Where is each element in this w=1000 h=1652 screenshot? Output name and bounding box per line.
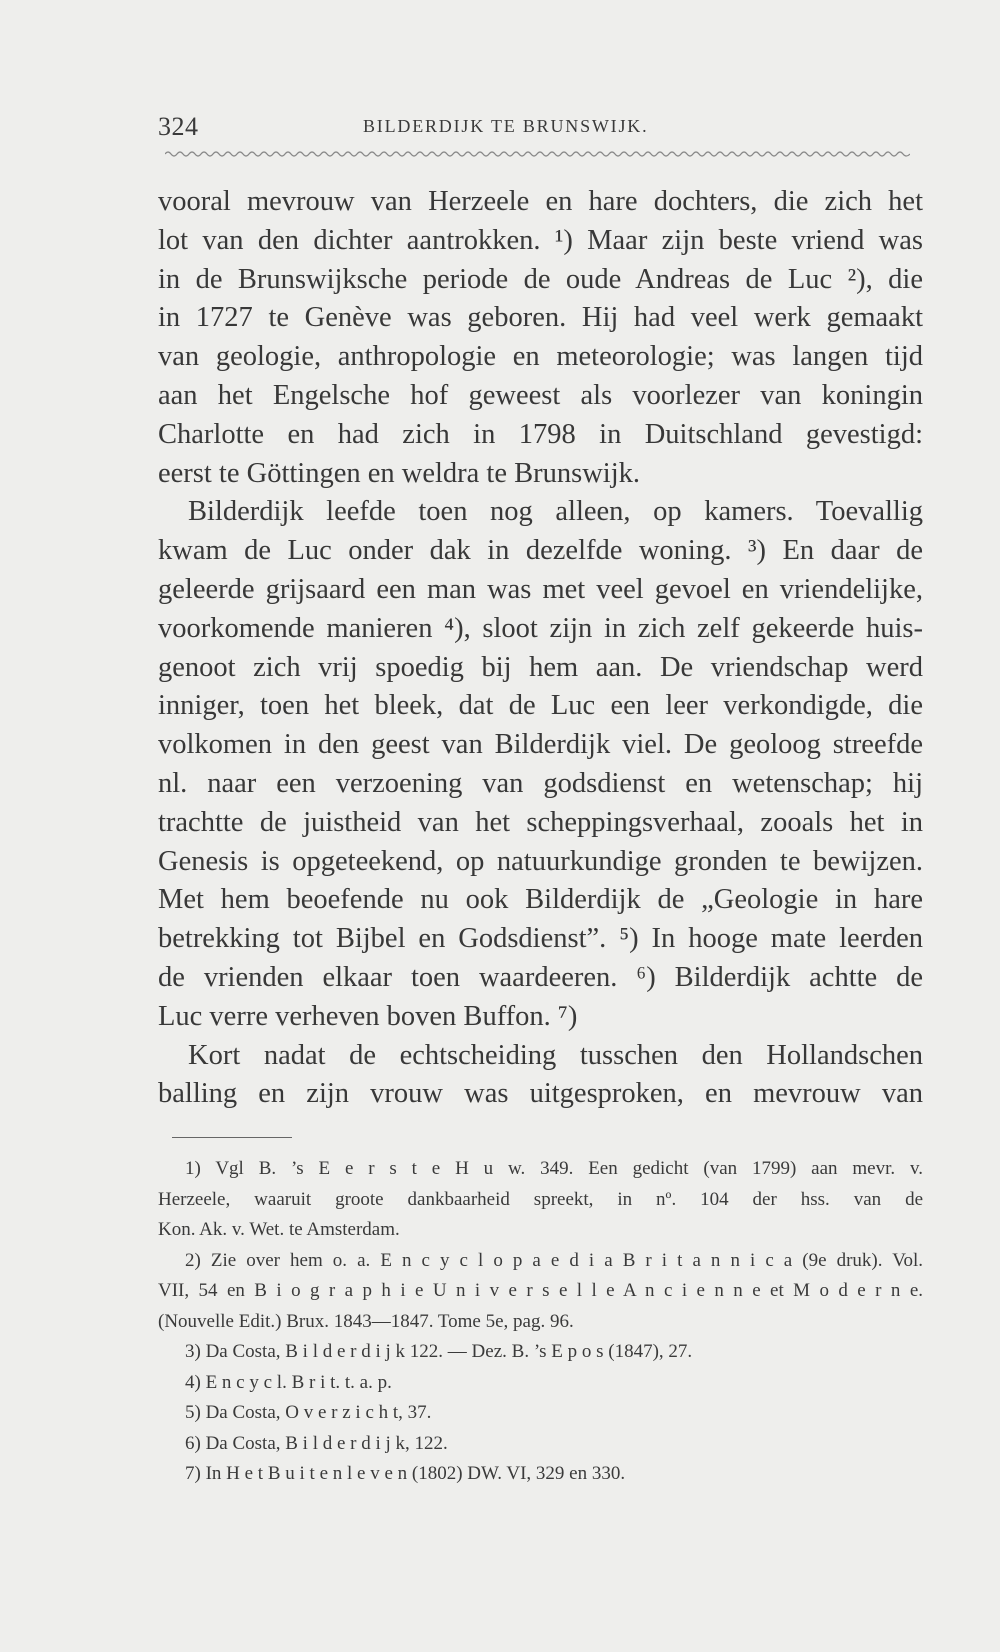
- body-line: van geologie, anthropologie en meteorologie; was langen tijd: [158, 341, 923, 373]
- body-line: Kort nadat de echtscheiding tusschen den Hollandschen: [188, 1039, 923, 1071]
- body-line: inniger, toen het bleek, dat de Luc een leer verkondigde, die: [158, 690, 923, 722]
- footnote-line: 5) Da Costa, O v e r z i c h t, 37.: [185, 1402, 432, 1423]
- body-line: Bilderdijk leefde toen nog alleen, op kamers. Toevallig: [188, 496, 923, 528]
- body-line: Met hem beoefende nu ook Bilderdijk de „Geologie in hare: [158, 884, 923, 916]
- body-line: lot van den dichter aantrokken. ¹) Maar zijn beste vriend was: [158, 224, 923, 256]
- footnotes: [158, 1154, 923, 1490]
- footnote-line: 6) Da Costa, B i l d e r d i j k, 122.: [185, 1432, 448, 1454]
- body-line: in 1727 te Genève was geboren. Hij had veel werk gemaakt: [158, 302, 923, 334]
- page-header: [158, 106, 910, 146]
- body-line: volkomen in den geest van Bilderdijk viel. De geoloog streefde: [158, 729, 923, 761]
- body-line: eerst te Göttingen en weldra te Brunswijk.: [158, 457, 640, 489]
- footnote-line: 4) E n c y c l. B r i t. t. a. p.: [185, 1371, 392, 1393]
- page-number: 324: [158, 112, 199, 141]
- body-line: geleerde grijsaard een man was met veel gevoel en vriendelijke,: [158, 573, 923, 605]
- body-line: genoot zich vrij spoedig bij hem aan. De vriendschap werd: [158, 651, 923, 683]
- body-line: Luc verre verheven boven Buffon. ⁷): [158, 1000, 578, 1032]
- body-line: Genesis is opgeteekend, op natuurkundige gronden te bewijzen.: [158, 845, 923, 877]
- body-text: [158, 183, 923, 1114]
- body-line: Charlotte en had zich in 1798 in Duitschland gevestigd:: [158, 418, 923, 450]
- footnote-line: Kon. Ak. v. Wet. te Amsterdam.: [158, 1219, 400, 1240]
- footnote-line: 7) In H e t B u i t e n l e v e n (1802) DW. VI, 329 en 330.: [185, 1463, 626, 1484]
- body-line: voorkomende manieren ⁴), sloot zijn in zich zelf gekeerde huis-: [158, 612, 923, 644]
- footnote-line: VII, 54 en B i o g r a p h i e U n i v e r s e l l e A n c i e n n e et M o d e r n e.: [158, 1280, 923, 1301]
- body-line: vooral mevrouw van Herzeele en hare dochters, die zich het: [158, 186, 923, 217]
- footnote-line: 3) Da Costa, B i l d e r d i j k 122. — Dez. B. ’s E p o s (1847), 27.: [185, 1341, 693, 1362]
- footnote-line: 1) Vgl B. ’s E e r s t e H u w. 349. Een gedicht (van 1799) aan mevr. v.: [185, 1158, 923, 1179]
- footnote-line: (Nouvelle Edit.) Brux. 1843—1847. Tome 5e, pag. 96.: [158, 1310, 574, 1332]
- body-line: aan het Engelsche hof geweest als voorlezer van koningin: [158, 379, 923, 411]
- footnote-line: Herzeele, waaruit groote dankbaarheid spreekt, in nº. 104 der hss. van de: [158, 1188, 923, 1210]
- header-ornament: [165, 148, 910, 160]
- body-line: betrekking tot Bijbel en Godsdienst”. ⁵) In hooge mate leerden: [158, 923, 923, 955]
- footnote-line: 2) Zie over hem o. a. E n c y c l o p a e d i a B r i t a n n i c a (9e druk). Vol.: [185, 1249, 923, 1271]
- body-line: trachtte de juistheid van het scheppingsverhaal, zooals het in: [158, 806, 923, 838]
- footnote-rule: [172, 1137, 292, 1138]
- body-line: nl. naar een verzoening van godsdienst en wetenschap; hij: [158, 767, 923, 799]
- body-line: de vrienden elkaar toen waardeeren. ⁶) Bilderdijk achtte de: [158, 961, 923, 993]
- body-line: kwam de Luc onder dak in dezelfde woning. ³) En daar de: [158, 535, 923, 567]
- body-line: balling en zijn vrouw was uitgesproken, en mevrouw van: [158, 1078, 923, 1110]
- body-line: in de Brunswijksche periode de oude Andreas de Luc ²), die: [158, 263, 923, 295]
- running-title: BILDERDIJK TE BRUNSWIJK.: [363, 116, 649, 136]
